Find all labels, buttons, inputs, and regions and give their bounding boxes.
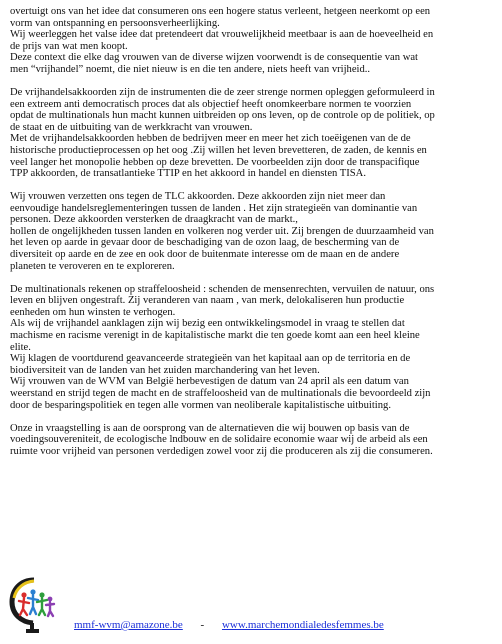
text-line: TPP akkoorden, de transatlantieke TTIP en het akkoord in handel en diensten TISA. [10, 168, 366, 180]
text-line: Wij vrouwen van de WVM van België herbevestigen de datum van 24 april als een datum van [10, 376, 409, 388]
email-link[interactable]: mmf-wvm@amazone.be [74, 619, 183, 631]
text-line: weerstand en strijd tegen de macht en de straffeloosheid van de multinationals die bevoordeeld zijn [10, 387, 431, 399]
text-line: vorm van ontspanning en persoonsverheerlijking. [10, 17, 220, 29]
text-line: biodiversiteit van de landen van het zuiden marchandering van het leven. [10, 364, 320, 376]
text-line: eenvoudige handelsreglementeringen tussen de landen . Het zijn strategieën van dominantie van [10, 202, 418, 214]
footer-separator: - [200, 619, 205, 631]
text-line: leven en blijven ongestraft. Zij veranderen van naam , van merk, delokaliseren hun productie [10, 295, 405, 307]
text-line: Deze context die elke dag vrouwen van de diverse wijzen voorwendt is de consequentie van wat [10, 52, 419, 64]
text-line: voedingsouvereniteit, de ecologische lndbouw en de solidaire economie waar wij de arbeid als een [10, 434, 428, 446]
paragraph-3 [10, 191, 494, 272]
text-line: ruimte voor vrijheid van personen verdedigen zowel voor zij die produceren als zij die consumeren. [10, 445, 433, 457]
text-line: Wij vrouwen verzetten ons tegen de TLC akkoorden. Deze akkoorden zijn niet meer dan [10, 191, 386, 203]
text-line: men “vrijhandel” noemt, die niet nieuw is en die ten andere, niets heeft van vrijheid.. [10, 63, 371, 75]
paragraph-4 [10, 284, 494, 412]
text-line: veel langer het monopolie hebben op deze brevetten. De voorbeelden zijn door de transpacifique [10, 156, 420, 168]
text-line: De multinationals rekenen op straffeloosheid : schenden de mensenrechten, vervuilen de natuur, ons [10, 283, 435, 295]
document-body [10, 6, 494, 469]
paragraph-1 [10, 6, 494, 76]
text-line: overtuigt ons van het idee dat consumeren ons een hogere status verleent, hetgeen neerkomt op een [10, 6, 431, 17]
text-line: diversiteit op aarde en de zee en ook door de buitenmate interesse om de maan en de andere [10, 249, 400, 261]
text-line: de prijs van wat men koopt. [10, 40, 128, 52]
website-link[interactable]: www.marchemondialedesfemmes.be [221, 619, 384, 631]
text-line: Wij weerleggen het valse idee dat pretendeert dat vrouwelijkheid meetbaar is aan de hoeveelheid en [10, 29, 434, 41]
text-line: opdat de multinationals hun macht kunnen uitbreiden op ons leven, op de controle op de politiek, op [10, 110, 435, 122]
text-line: Onze in vraagstelling is aan de oorsprong van de alternatieven die wij bouwen op basis van de [10, 422, 410, 434]
text-line: door de besparingspolitiek en tegen alle vormen van neoliberale kapitalistische uitbuiting. [10, 399, 391, 411]
paragraph-5 [10, 423, 494, 458]
text-line: Wij klagen de voortdurend geavanceerde strategieën van het kapitaal aan op de territoria en de [10, 353, 411, 365]
paragraph-2 [10, 87, 494, 180]
text-line: De vrijhandelsakkoorden zijn de instrumenten die de zeer strenge normen opleggen geformuleerd in [10, 86, 435, 98]
world-march-of-women-logo-icon [6, 576, 62, 634]
text-line: machisme en racisme verenigt in de kapitalistische markt die ten goede komt aan een heel kleine [10, 330, 420, 342]
text-line: planeten te veroveren en te exploreren. [10, 260, 175, 272]
text-line: Als wij de vrijhandel aanklagen zijn wij bezig een ontwikkelingsmodel in vraag te stellen dat [10, 318, 405, 330]
text-line: hollen de ongelijkheden tussen landen en volkeren nog verder uit. Zij brengen de duurzaamheid van [10, 225, 434, 237]
contact-footer [74, 619, 384, 631]
text-line: een extreem anti democratisch proces dat als objectief heeft onomkeerbare normen te voorzien [10, 98, 412, 110]
text-line: personen. Deze akkoorden versterken de draagkracht van de markt., [10, 214, 298, 226]
text-line: historische productieprocessen op het oog .Zij willen het leven brevetteren, de zaden, de kennis en [10, 144, 427, 156]
text-line: Met de vrijhandelsakkoorden hebben de bedrijven meer en meer het zich toeëigenen van de de [10, 133, 411, 145]
text-line: eenheden om hun winsten te verhogen. [10, 306, 176, 318]
text-line: elite. [10, 341, 31, 353]
text-line: de staat en de uitbuiting van de werkkracht van vrouwen. [10, 121, 253, 133]
text-line: het leven op aarde in gevaar door de beschadiging van de ozon laag, de bescherming van de [10, 237, 400, 249]
